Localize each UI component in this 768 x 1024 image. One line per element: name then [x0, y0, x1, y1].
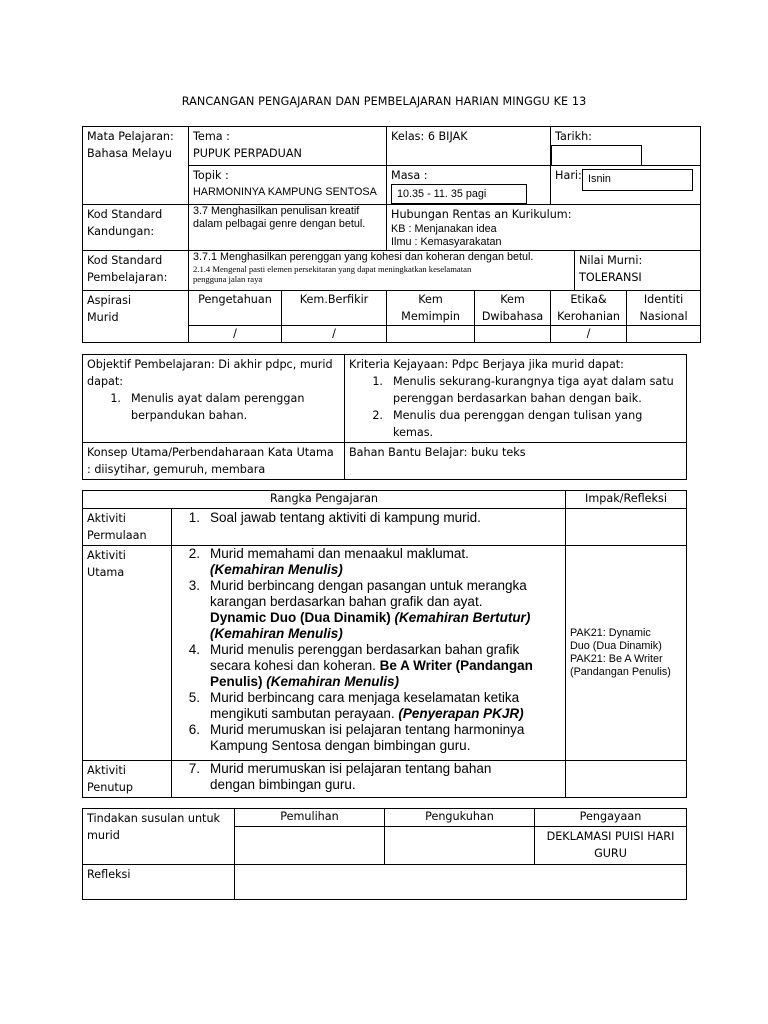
- refleksi-value[interactable]: [235, 865, 687, 900]
- kriteria-item: 2. Menulis dua perenggan dengan tulisan yang kemas.: [372, 409, 643, 439]
- rangka-table: [82, 490, 687, 798]
- aspirasi-label: Aspirasi Murid: [83, 291, 189, 343]
- tarikh-box[interactable]: [551, 145, 642, 166]
- aspirasi-mark-kem-memimpin[interactable]: [387, 326, 475, 343]
- penutup-content: [172, 761, 566, 798]
- step-item: 4. Murid menulis perenggan berdasarkan bahan grafik secara kohesi dan koheran. Be A Writer (Pandangan Penulis) (Kemahiran Menulis): [188, 642, 533, 689]
- kriteria-cell: Kriteria Kejayaan: Pdpc Berjaya jika murid dapat: 1. Menulis sekurang-kurangnya tiga ayat dalam satu perenggan berdasarkan bahan dengan baik. 2. Menulis dua perenggan dengan tulisan yang kemas.: [345, 355, 687, 443]
- refleksi-label: Refleksi: [83, 865, 235, 900]
- pengukuhan-value: [385, 827, 535, 865]
- pemulihan-value: [235, 827, 385, 865]
- impak-head: Impak/Refleksi: [566, 491, 687, 509]
- hari-cell: Hari: Isnin: [551, 166, 701, 205]
- kelas-cell: Kelas: 6 BIJAK: [387, 127, 551, 166]
- pemulihan-head: Pemulihan: [235, 809, 385, 827]
- impak-permulaan: [566, 509, 687, 546]
- aspirasi-pengetahuan: Pengetahuan: [189, 291, 282, 326]
- impak-penutup: [566, 761, 687, 798]
- aspirasi-etika-kerohanian: Etika& Kerohanian: [551, 291, 627, 326]
- pengayaan-value: DEKLAMASI PUISI HARI GURU: [535, 827, 687, 865]
- objektif-item: 1. Menulis ayat dalam perenggan berpandukan bahan.: [110, 392, 305, 422]
- aspirasi-mark-identiti[interactable]: [627, 326, 701, 343]
- kod-pembelajaran-value: 3.7.1 Menghasilkan perenggan yang kohesi dan koheran dengan betul. 2.1.4 Mengenal pasti elemen persekitaran yang dapat meningkatkan keselamatan pengguna jalan raya: [189, 251, 575, 291]
- mata-pelajaran-cell: Mata Pelajaran: Bahasa Melayu: [83, 127, 189, 205]
- nilai-murni-cell: Nilai Murni: TOLERANSI: [575, 251, 701, 291]
- objektif-cell: Objektif Pembelajaran: Di akhir pdpc, murid dapat: 1. Menulis ayat dalam perenggan berpandukan bahan.: [83, 355, 345, 443]
- page-title: RANCANGAN PENGAJARAN DAN PEMBELAJARAN HARIAN MINGGU KE 13: [181, 95, 587, 108]
- pengayaan-head: Pengayaan: [535, 809, 687, 827]
- kod-kandungan-label: Kod Standard Kandungan:: [83, 205, 189, 251]
- aktiviti-utama-label: Aktiviti Utama: [83, 546, 172, 761]
- aspirasi-mark-kem-dwibahasa[interactable]: [475, 326, 551, 343]
- step-item: 5. Murid berbincang cara menjaga keselamatan ketika mengikuti sambutan perayaan. (Penyerapan PKJR): [188, 690, 524, 721]
- aspirasi-mark-kem-berfikir[interactable]: /: [282, 326, 387, 343]
- kod-pembelajaran-label: Kod Standard Pembelajaran:: [83, 251, 189, 291]
- aspirasi-kem-dwibahasa: Kem Dwibahasa: [475, 291, 551, 326]
- impak-utama: PAK21: Dynamic Duo (Dua Dinamik) PAK21: Be A Writer (Pandangan Penulis): [566, 546, 687, 761]
- aktiviti-permulaan-label: Aktiviti Permulaan: [83, 509, 172, 546]
- tema-cell: Tema : PUPUK PERPADUAN: [189, 127, 387, 166]
- aspirasi-identiti-nasional: Identiti Nasional: [627, 291, 701, 326]
- topik-cell: Topik : HARMONINYA KAMPUNG SENTOSA: [189, 166, 387, 205]
- aktiviti-penutup-label: Aktiviti Penutup: [83, 761, 172, 798]
- aspirasi-kem-memimpin: Kem Memimpin: [387, 291, 475, 326]
- aspirasi-mark-etika[interactable]: /: [551, 326, 627, 343]
- tindakan-label: Tindakan susulan untuk murid: [83, 809, 235, 865]
- hubungan-cell: Hubungan Rentas an Kurikulum: KB : Menjanakan idea Ilmu : Kemasyarakatan: [387, 205, 701, 251]
- step-item: 6. Murid merumuskan isi pelajaran tentang harmoninya Kampung Sentosa dengan bimbingan guru.: [188, 722, 525, 753]
- konsep-utama-cell: Konsep Utama/Perbendaharaan Kata Utama : diisytihar, gemuruh, membara: [83, 443, 345, 480]
- masa-box[interactable]: 10.35 - 11. 35 pagi: [391, 184, 527, 204]
- bahan-bantu-cell: Bahan Bantu Belajar: buku teks: [345, 443, 687, 480]
- step-item: 7. Murid merumuskan isi pelajaran tentang bahan dengan bimbingan guru.: [188, 761, 492, 792]
- rangka-head: Rangka Pengajaran: [83, 491, 566, 509]
- utama-content: [172, 546, 566, 761]
- hari-box[interactable]: Isnin: [582, 169, 693, 191]
- objektif-table: [82, 354, 687, 480]
- kriteria-item: 1. Menulis sekurang-kurangnya tiga ayat dalam satu perenggan berdasarkan bahan dengan baik.: [372, 375, 674, 405]
- step-item: 3. Murid berbincang dengan pasangan untuk merangka karangan berdasarkan bahan grafik dan ayat. Dynamic Duo (Dua Dinamik) (Kemahiran Bertutur) (Kemahiran Menulis): [188, 578, 531, 641]
- aspirasi-mark-pengetahuan[interactable]: /: [189, 326, 282, 343]
- kod-kandungan-value: 3.7 Menghasilkan penulisan kreatif dalam pelbagai genre dengan betul.: [189, 205, 387, 251]
- tarikh-cell: Tarikh:: [551, 127, 701, 166]
- step-item: 1. Soal jawab tentang aktiviti di kampung murid.: [188, 510, 481, 525]
- aspirasi-kem-berfikir: Kem.Berfikir: [282, 291, 387, 326]
- pengukuhan-head: Pengukuhan: [385, 809, 535, 827]
- tindakan-table: [82, 808, 687, 900]
- masa-cell: Masa : 10.35 - 11. 35 pagi: [387, 166, 551, 205]
- step-item: 2. Murid memahami dan menaakul maklumat. (Kemahiran Menulis): [188, 546, 469, 577]
- header-table: [82, 126, 701, 343]
- permulaan-content: [172, 509, 566, 546]
